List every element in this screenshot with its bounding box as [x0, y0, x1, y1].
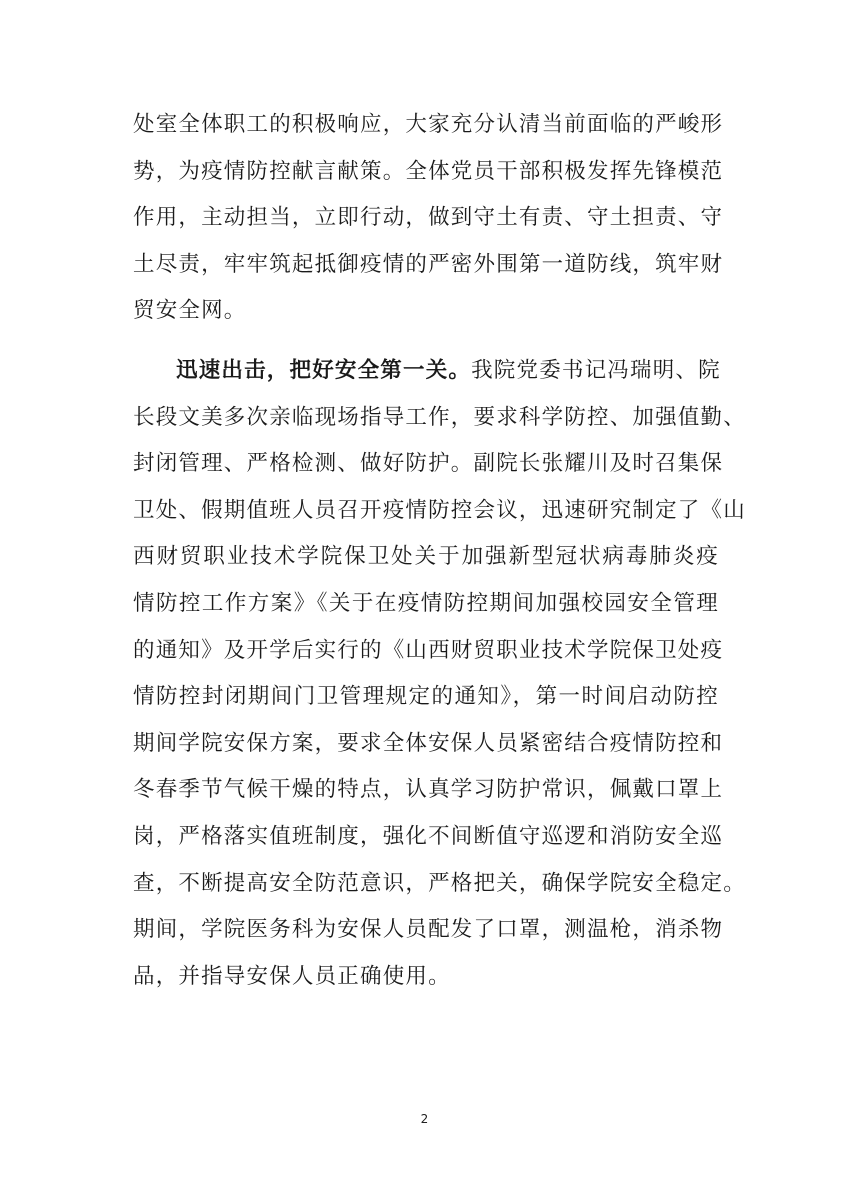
paragraph-1 [133, 102, 724, 335]
paragraph-lead-heading: 迅速出击，把好安全第一关。 [176, 357, 472, 383]
paragraph-line: 查，不断提高安全防范意识，严格把关，确保学院安全稳定。 [133, 870, 746, 896]
paragraph-line: 处室全体职工的积极响应，大家充分认清当前面临的严峻形 [133, 112, 724, 137]
page-number: 2 [420, 1112, 429, 1126]
paragraph-line: 封闭管理、严格检测、做好防护。副院长张耀川及时召集保 [133, 451, 724, 477]
paragraph-line: 岗，严格落实值班制度，强化不间断值守巡逻和消防安全巡 [133, 823, 724, 849]
paragraph-first-line-text: 我院党委书记冯瑞明、院 [471, 357, 721, 383]
paragraph-gap [133, 335, 719, 348]
document-body [133, 102, 746, 1000]
paragraph-line: 品，并指导安保人员正确使用。 [133, 963, 451, 989]
paragraph-line: 情防控工作方案》《关于在疫情防控期间加强校园安全管理 [133, 590, 719, 616]
paragraph-first-line [133, 348, 719, 395]
paragraph-line: 土尽责，牢牢筑起抵御疫情的严密外围第一道防线，筑牢财 [133, 251, 724, 277]
paragraph-line: 卫处、假期值班人员召开疫情防控会议，迅速研究制定了《山 [133, 497, 746, 523]
paragraph-line: 的通知》及开学后实行的《山西财贸职业技术学院保卫处疫 [133, 637, 724, 663]
paragraph-line: 作用，主动担当，立即行动，做到守土有责、守土担责、守 [133, 205, 724, 231]
paragraph-line: 西财贸职业技术学院保卫处关于加强新型冠状病毒肺炎疫 [133, 544, 719, 570]
paragraph-line: 冬春季节气候干燥的特点，认真学习防护常识，佩戴口罩上 [133, 777, 724, 803]
paragraph-2 [133, 348, 746, 1000]
paragraph-line: 情防控封闭期间门卫管理规定的通知》，第一时间启动防控 [133, 684, 719, 710]
paragraph-line: 贸安全网。 [133, 298, 247, 324]
paragraph-line: 期间，学院医务科为安保人员配发了口罩，测温枪，消杀物 [133, 917, 724, 943]
paragraph-line: 期间学院安保方案，要求全体安保人员紧密结合疫情防控和 [133, 730, 724, 756]
paragraph-line: 长段文美多次亲临现场指导工作，要求科学防控、加强值勤、 [133, 404, 746, 430]
paragraph-line: 势，为疫情防控献言献策。全体党员干部积极发挥先锋模范 [133, 158, 724, 184]
